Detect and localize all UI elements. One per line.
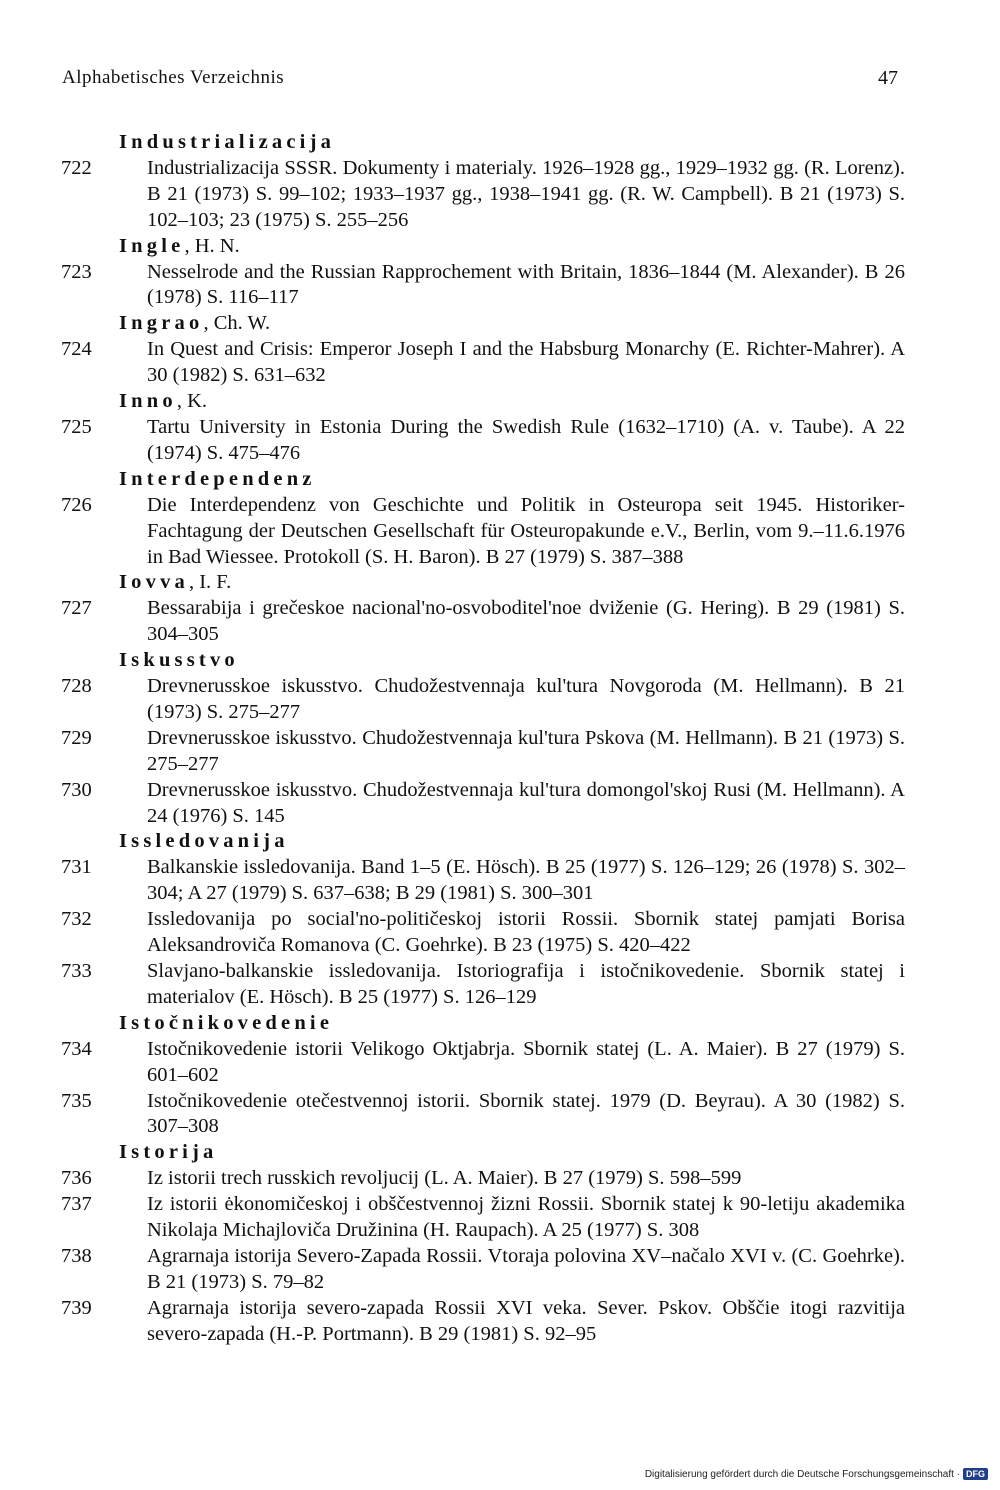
heading-author-initials: Ch. W. [213,312,271,335]
index-heading [0,234,1000,260]
heading-keyword: Inno [119,390,177,413]
heading-separator: , [203,312,214,335]
entry-text: Slavjano-balkanskie issledovanija. Istoriografija i istočnikovedenie. Sbornik statej i materialov (E. Hösch). B 25 (1977) S. 126–129 [147,960,905,1008]
index-entry [0,855,905,907]
index-heading [0,467,1000,493]
entry-number: 739 [61,1296,92,1319]
entry-number: 730 [61,778,92,801]
index-heading [0,130,1000,156]
heading-keyword: Ingrao [119,312,204,335]
index-entry [0,726,905,778]
entry-number: 729 [61,726,92,749]
index-heading [0,570,1000,596]
entry-text: Drevnerusskoe iskusstvo. Chudožestvennaja kul'tura Novgoroda (M. Hellmann). B 21 (1973) S. 275–277 [147,675,905,723]
entry-number: 731 [61,856,92,879]
heading-separator: , [176,390,188,413]
heading-keyword: Istorija [119,1141,218,1164]
heading-author-initials: H. N. [194,234,240,257]
heading-separator: , [188,571,200,594]
heading-separator: , [184,234,195,257]
index-entry [0,959,905,1011]
index-heading [0,829,1000,855]
index-entry [0,337,905,389]
entry-text: Agrarnaja istorija severo-zapada Rossii XVI veka. Sever. Pskov. Obščie itogi razvitija severo-zapada (H.-P. Portmann). B 29 (1981) S. 92–95 [147,1296,905,1345]
index-entry [0,493,905,571]
heading-keyword: Istočnikovedenie [119,1011,334,1034]
heading-author-initials: K. [187,390,208,413]
entry-text: Balkanskie issledovanija. Band 1–5 (E. Hösch). B 25 (1977) S. 126–129; 26 (1978) S. 302–304; A 27 (1979) S. 637–638; B 29 (1981) S. 300–301 [147,856,905,905]
index-entry [0,1192,905,1244]
entry-number: 736 [61,1167,92,1190]
index-entry [0,674,905,726]
entry-text: Nesselrode and the Russian Rapprochement with Britain, 1836–1844 (M. Alexander). B 26 (1978) S. 116–117 [147,260,905,309]
index-heading [0,1140,1000,1166]
heading-keyword: Issledovanija [119,830,289,853]
heading-keyword: Industrializacija [119,131,336,153]
dfg-logo: DFG [963,1468,988,1480]
index-entries [0,130,1000,1348]
entry-number: 724 [61,338,92,361]
index-entry [0,907,905,959]
entry-text: Iz istorii ėkonomičeskoj i obščestvennoj žizni Rossii. Sbornik statej k 90-letiju akademika Nikolaja Michajloviča Družinina (H. Raupach). A 25 (1977) S. 308 [147,1193,905,1242]
entry-text: Industrializacija SSSR. Dokumenty i materialy. 1926–1928 gg., 1929–1932 gg. (R. Lorenz). B 21 (1973) S. 99–102; 1933–1937 gg., 1938–1941 gg. (R. W. Campbell). B 21 (1973) S. 102–103; 23 (1975) S. 255–256 [147,156,905,231]
heading-keyword: Ingle [119,234,185,257]
footer-text: Digitalisierung gefördert durch die Deutsche Forschungsgemeinschaft · [644,1468,960,1480]
page-number: 47 [878,67,898,89]
entry-number: 725 [61,415,92,438]
entry-number: 732 [61,908,92,931]
entry-text: In Quest and Crisis: Emperor Joseph I and the Habsburg Monarchy (E. Richter-Mahrer). A 30 (1982) S. 631–632 [147,338,905,387]
entry-text: Drevnerusskoe iskusstvo. Chudožestvennaja kul'tura Pskova (M. Hellmann). B 21 (1973) S. 275–277 [147,726,905,775]
index-heading [0,1011,1000,1037]
heading-author-initials: I. F. [199,571,232,594]
index-entry [0,1089,905,1141]
index-entry [0,415,905,467]
entry-text: Agrarnaja istorija Severo-Zapada Rossii. Vtoraja polovina XV–načalo XVI v. (C. Goehrke). B 21 (1973) S. 79–82 [147,1244,905,1293]
entry-text: Tartu University in Estonia During the Swedish Rule (1632–1710) (A. v. Taube). A 22 (1974) S. 475–476 [147,415,905,464]
entry-number: 733 [61,960,92,982]
entry-number: 738 [61,1244,92,1267]
entry-text: Iz istorii trech russkich revoljucij (L. A. Maier). B 27 (1979) S. 598–599 [147,1167,742,1190]
heading-keyword: Interdependenz [119,467,316,490]
entry-text: Istočnikovedenie istorii Velikogo Oktjabrja. Sbornik statej (L. A. Maier). B 27 (1979) S. 601–602 [147,1037,905,1086]
index-entry [0,778,905,830]
index-entry [0,1296,905,1348]
entry-number: 722 [61,156,92,179]
heading-keyword: Iovva [119,571,189,594]
index-heading [0,311,1000,337]
index-heading [0,648,1000,674]
entry-text: Istočnikovedenie otečestvennoj istorii. Sbornik statej. 1979 (D. Beyrau). A 30 (1982) S. 307–308 [147,1089,905,1138]
entry-number: 728 [61,675,92,698]
entry-number: 726 [61,493,92,516]
index-entry [0,260,905,312]
index-entry [0,1037,905,1089]
index-entry [0,596,905,648]
entry-text: Bessarabija i grečeskoe nacional'no-osvoboditel'noe dviženie (G. Hering). B 29 (1981) S. 304–305 [147,597,905,646]
entry-number: 727 [61,597,92,620]
heading-keyword: Iskusstvo [119,649,239,672]
entry-text: Die Interdependenz von Geschichte und Politik in Osteuropa seit 1945. Historiker-Fachtagung der Deutschen Gesellschaft für Osteuropakunde e.V., Berlin, vom 9.–11.6.1976 in Bad Wiessee. Protokoll (S. H. Baron). B 27 (1979) S. 387–388 [147,493,905,568]
entry-text: Drevnerusskoe iskusstvo. Chudožestvennaja kul'tura domongol'skoj Rusi (M. Hellmann). A 24 (1976) S. 145 [147,778,905,827]
entry-number: 723 [61,260,92,283]
running-head-title: Alphabetisches Verzeichnis [62,67,285,88]
entry-number: 735 [61,1089,92,1112]
footer-credit [645,1468,988,1480]
entry-text: Issledovanija po social'no-političeskoj istorii Rossii. Sbornik statej pamjati Borisa Aleksandroviča Romanova (C. Goehrke). B 23 (1975) S. 420–422 [147,908,905,957]
index-entry [0,156,905,234]
entry-number: 737 [61,1193,92,1216]
entry-number: 734 [61,1037,92,1060]
index-entry [0,1166,905,1192]
running-head [62,66,898,90]
index-heading [0,389,1000,415]
index-entry [0,1244,905,1296]
